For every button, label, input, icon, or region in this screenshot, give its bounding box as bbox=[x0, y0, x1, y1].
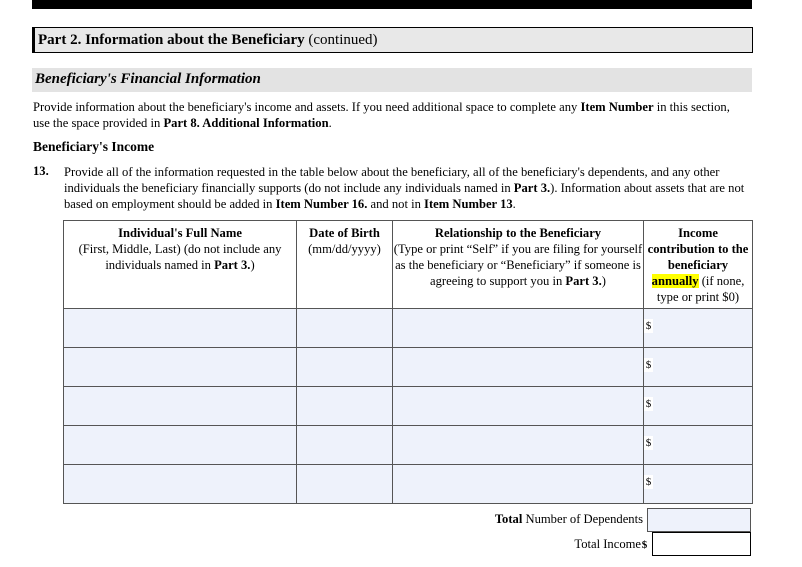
item-text-1: Provide all of the information requested in the table below about the beneficiary, all of the beneficiary's dependents, and any other individuals the beneficiary financially supports (do not include any individuals named in bbox=[64, 165, 720, 195]
date-of-birth-input[interactable] bbox=[297, 465, 393, 504]
income-input[interactable] bbox=[644, 348, 753, 387]
item-text-3: and not in bbox=[367, 197, 425, 211]
date-of-birth-input[interactable] bbox=[297, 309, 393, 348]
top-rule bbox=[32, 0, 752, 9]
header-income-highlight: annually bbox=[651, 274, 699, 288]
total-dependents-label bbox=[495, 512, 643, 527]
relationship-input[interactable] bbox=[393, 387, 644, 426]
header-relationship-title: Relationship to the Beneficiary bbox=[434, 226, 602, 240]
income-input[interactable] bbox=[644, 465, 753, 504]
relationship-input[interactable] bbox=[393, 465, 644, 504]
intro-bold-2: Part 8. Additional Information bbox=[163, 116, 329, 130]
section-band bbox=[32, 68, 752, 92]
table-row bbox=[64, 465, 753, 504]
header-full-name-title: Individual's Full Name bbox=[118, 226, 242, 240]
part-header bbox=[32, 27, 753, 53]
full-name-input[interactable] bbox=[64, 309, 297, 348]
item-number: 13. bbox=[33, 164, 49, 178]
date-of-birth-input[interactable] bbox=[297, 426, 393, 465]
header-relationship-end: ) bbox=[601, 274, 606, 288]
table-row bbox=[64, 309, 753, 348]
currency-symbol: $ bbox=[645, 320, 652, 332]
intro-text-3: . bbox=[328, 116, 332, 130]
currency-symbol: $ bbox=[645, 359, 652, 371]
table-row bbox=[64, 426, 753, 465]
header-dob-title: Date of Birth bbox=[309, 226, 380, 240]
date-of-birth-input[interactable] bbox=[297, 387, 393, 426]
header-relationship-sub: (Type or print “Self” if you are filing for yourself as the beneficiary or “Beneficiary” if someone is agreeing to support you in bbox=[393, 242, 643, 288]
header-income-sub: (if none, type or print $0) bbox=[656, 274, 745, 304]
header-relationship-bold: Part 3. bbox=[565, 274, 602, 288]
header-full-name-bold: Part 3. bbox=[214, 258, 251, 272]
header-income-title: Income contribution to the beneficiary bbox=[647, 226, 749, 272]
income-input[interactable] bbox=[644, 426, 753, 465]
relationship-input[interactable] bbox=[393, 309, 644, 348]
item-text-4: . bbox=[512, 197, 516, 211]
date-of-birth-input[interactable] bbox=[297, 348, 393, 387]
intro-text-2: in this section, use the space provided in bbox=[33, 100, 730, 130]
relationship-input[interactable] bbox=[393, 348, 644, 387]
item-bold-3: Item Number 13 bbox=[424, 197, 513, 211]
header-full-name-end: ) bbox=[250, 258, 255, 272]
intro-bold-1: Item Number bbox=[580, 100, 654, 114]
header-dob-sub: (mm/dd/yyyy) bbox=[308, 242, 381, 256]
table-header-row bbox=[64, 221, 753, 309]
total-income-label: Total Income bbox=[574, 537, 641, 551]
intro-paragraph bbox=[33, 99, 748, 131]
table-row bbox=[64, 387, 753, 426]
full-name-input[interactable] bbox=[64, 387, 297, 426]
total-dependents-rest: Number of Dependents bbox=[522, 512, 643, 526]
total-dependents-bold: Total bbox=[494, 512, 523, 526]
income-input[interactable] bbox=[644, 309, 753, 348]
item-text-2: ). Information about assets that are not based on employment should be added in bbox=[64, 181, 745, 211]
part-title-suffix: (continued) bbox=[304, 32, 378, 48]
part-title: Part 2. Information about the Beneficiary bbox=[38, 32, 305, 48]
currency-symbol: $ bbox=[645, 437, 652, 449]
income-input[interactable] bbox=[644, 387, 753, 426]
header-date-of-birth bbox=[297, 221, 393, 309]
total-dependents-field[interactable] bbox=[647, 508, 751, 532]
total-income-field[interactable] bbox=[652, 532, 751, 556]
header-income bbox=[644, 221, 753, 309]
full-name-input[interactable] bbox=[64, 426, 297, 465]
full-name-input[interactable] bbox=[64, 465, 297, 504]
full-name-input[interactable] bbox=[64, 348, 297, 387]
currency-symbol: $ bbox=[645, 398, 652, 410]
header-full-name bbox=[64, 221, 297, 309]
total-income-currency: $ bbox=[641, 539, 648, 551]
header-full-name-sub: (First, Middle, Last) (do not include any individuals named in bbox=[78, 242, 282, 272]
header-relationship bbox=[393, 221, 644, 309]
currency-symbol: $ bbox=[645, 476, 652, 488]
item-13-instructions bbox=[64, 164, 754, 212]
item-bold-2: Item Number 16. bbox=[275, 197, 368, 211]
intro-text-1: Provide information about the beneficiary's income and assets. If you need additional space to complete any bbox=[33, 100, 581, 114]
item-bold-1: Part 3. bbox=[513, 181, 551, 195]
relationship-input[interactable] bbox=[393, 426, 644, 465]
income-heading: Beneficiary's Income bbox=[33, 139, 155, 154]
table-row bbox=[64, 348, 753, 387]
dependents-table bbox=[63, 220, 753, 504]
section-title: Beneficiary's Financial Information bbox=[35, 71, 261, 87]
